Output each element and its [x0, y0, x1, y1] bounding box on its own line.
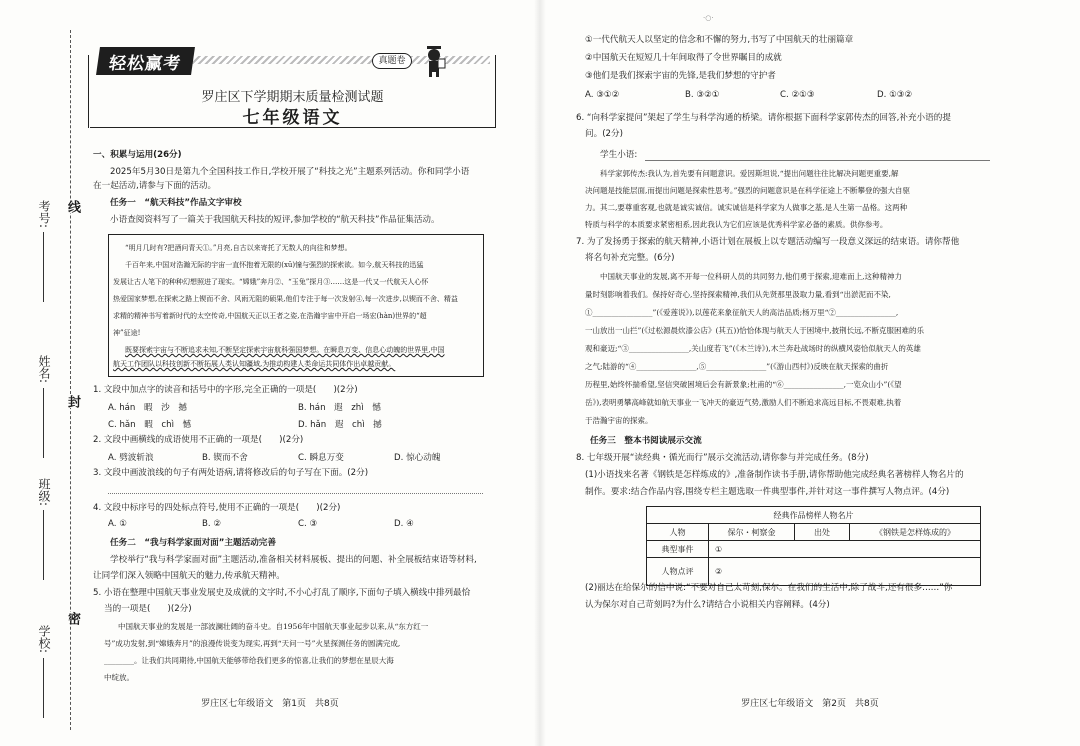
question-8-1: (1)小语找来名著《钢铁是怎样炼成的》,准备制作读书手册,请你帮助他完成经典名著榜样人物名片的: [585, 470, 964, 480]
brand-logo: 轻松赢考: [96, 47, 195, 75]
q7-passage-line: 量时刻影响着我们。保持好奇心,坚持探索精神,我们从先贤那里汲取力量,看到“出淤泥而不染,: [585, 290, 891, 299]
character-card: [646, 506, 981, 586]
page-footer: 罗庄区七年级语文 第1页 共8页: [201, 699, 339, 709]
school-label: 学校:: [37, 625, 51, 654]
q5-option-c[interactable]: C. ②①③: [780, 90, 815, 100]
question-3: 3. 文段中画波浪线的句子有两处语病,请将修改后的句子写在下面。(2分): [93, 468, 369, 478]
q5-passage-line: ________。让我们共同期待,中国航天能够带给我们更多的惊喜,让我们的梦想在星辰大海: [104, 656, 394, 665]
section-heading: 一、积累与运用(26分): [93, 150, 182, 160]
q5-option-b[interactable]: B. ③②①: [685, 90, 720, 100]
question-8-2: (2)丽达在给保尔的信中说:“不要对自己太苛刻,保尔。在我们的生活中,除了战斗,还有很多……”你: [585, 583, 953, 593]
right-page: [540, 0, 1080, 746]
question-7: 7. 为了发扬勇于探索的航天精神,小语计划在展板上以专题活动编写一段意义深远的结束语。请你帮他: [576, 237, 960, 247]
question-5: 5. 小语在整理中国航天事业发展史及成就的文字时,不小心打乱了顺序,下面句子填入横线中排列最恰: [93, 588, 471, 598]
header-rule: [90, 127, 495, 128]
exam-no-field[interactable]: [43, 232, 44, 302]
page-footer: 罗庄区七年级语文 第2页 共8页: [741, 699, 879, 709]
q4-option-a[interactable]: A. ①: [108, 519, 127, 529]
task-description: 让同学们深入领略中国航天的魅力,传承航天精神。: [93, 571, 285, 581]
question-2: 2. 文段中画横线的成语使用不正确的一项是( )(2分): [93, 435, 304, 445]
card-source-value: 《钢铁是怎样炼成的》: [849, 524, 980, 541]
scientist-answer-line: 决问题是技能层面,而提出问题是探索性思考。”强烈的问题意识是在科学征途上不断攀登的强大自驱: [585, 186, 910, 195]
school-field[interactable]: [43, 658, 44, 718]
card-title: 经典作品榜样人物名片: [647, 507, 981, 524]
seal-secret-mark: 密: [65, 612, 80, 625]
question-6: 6. “向科学家提问”架起了学生与科学沟通的桥梁。请你根据下面科学家郭传杰的回答,补充小语的提: [576, 113, 951, 123]
passage-line: 发展让古人笔下的种种幻想照进了现实。“嫦娥”奔月②、“玉兔”探月③……这是一代又一代航天人心怀: [113, 278, 429, 286]
q2-option-c[interactable]: C. 瞬息万变: [298, 453, 344, 463]
question-8-2: 认为保尔对自己苛刻吗?为什么?请结合小说相关内容阐释。(4分): [585, 600, 830, 610]
task-heading: 任务三 整本书阅读展示交流: [590, 436, 702, 446]
header-left-border: [88, 55, 89, 128]
scientist-answer-line: 力。其二,要尊重客观,也就是诚实诚信。诚实诚信是科学家为人做事之基,是人生第一品格。这两种: [585, 203, 908, 212]
q5-item: ③他们是我们探索宇宙的先锋,是我们梦想的守护者: [585, 71, 776, 81]
passage-line-wavy: 既要探索宇宙与不断追求未知,不断坚定探索宇宙航科强国梦想。在瞬息万变、信息心动魄的世界里,中国: [125, 346, 445, 354]
q5-passage-line: 号”成功发射,到“嫦娥奔月”的浪漫传说变为现实,再到“天问一号”火星探测任务的圆满完成,: [104, 639, 401, 648]
header-right-border: [495, 55, 496, 128]
task-description: 学校举行“我与科学家面对面”主题活动,准备相关材料展板、提出的问题、补全展板结束语等材料,: [110, 555, 477, 565]
passage-line: 热爱国家梦想,在探索之路上锲而不舍、风雨无阻的硕果,他们专注于每一次发射④,每一次进步,以锲而不舍、精益: [113, 295, 458, 303]
q7-passage-line: 之气;陆游的“④________________,⑤________________”(《游山西村》)反映在航天探索的曲折: [585, 362, 889, 371]
exam-title: 罗庄区下学期期末质量检测试题: [201, 90, 384, 105]
class-label: 班级:: [37, 478, 51, 507]
card-label-person: 人物: [647, 524, 709, 541]
exam-subject: 七年级语文: [242, 108, 343, 128]
passage-line-wavy: 航天工作团队以科技创新不断拓展人类认知疆域,为推动构建人类命运共同体作出卓越贡献。: [113, 360, 396, 368]
q2-option-a[interactable]: A. 劈波斩浪: [108, 453, 154, 463]
exam-no-label: 考号:: [37, 200, 51, 229]
scientist-answer-line: 特质与科学的本质要求紧密相系,因此我认为它们应该是优秀科学家必备的素质。供你参考。: [585, 220, 888, 229]
card-comment-field[interactable]: ②: [709, 558, 981, 586]
card-label-source: 出处: [794, 524, 849, 541]
q2-option-d[interactable]: D. 惊心动魄: [394, 453, 441, 463]
passage-line: 千百年来,中国对浩瀚无际的宇宙一直怀抱着无限的(xū)憧与强烈的探索欲。如今,航天科技的迅猛: [125, 261, 424, 269]
scientist-answer-line: 科学家郭传杰:我认为,首先要有问题意识。爱因斯坦说,“提出问题往往比解决问题更重要,解: [600, 169, 899, 178]
card-label-event: 典型事件: [647, 541, 709, 558]
q7-passage-line: 中国航天事业的发展,离不开每一位科研人员的共同努力,他们勇于探索,迎难而上,这种精神力: [600, 272, 903, 281]
intro-line: 2025年5月30日是第九个全国科技工作日,学校开展了“科技之光”主题系列活动。你和同学小语: [110, 167, 470, 177]
q1-option-b[interactable]: B. hán 遐 zhì 憾: [298, 403, 381, 413]
question-8-1: 制作。要求:结合作品内容,围绕专栏主题选取一件典型事件,并针对这一事件撰写人物点评。(4分): [585, 487, 950, 497]
q5-item: ②中国航天在短短几十年间取得了令世界瞩目的成就: [585, 53, 782, 63]
name-field[interactable]: [43, 388, 44, 458]
q7-passage-line: 于浩瀚宇宙的探索。: [585, 416, 653, 425]
q5-option-a[interactable]: A. ③①②: [585, 90, 620, 100]
card-label-comment: 人物点评: [647, 558, 709, 586]
q6-answer-line[interactable]: [645, 160, 990, 161]
q1-option-a[interactable]: A. hán 暇 沙 撼: [108, 403, 187, 413]
task-heading: 任务二 “我与科学家面对面”主题活动完善: [110, 538, 276, 548]
class-field[interactable]: [43, 510, 44, 580]
q4-option-c[interactable]: C. ③: [298, 519, 318, 529]
question-1: 1. 文段中加点字的读音和括号中的字形,完全正确的一项是( )(2分): [93, 385, 358, 395]
q4-option-d[interactable]: D. ④: [394, 519, 414, 529]
question-6: 问。(2分): [585, 129, 623, 139]
q7-passage-line: 一山放出一山拦”(《过松源晨炊漆公店》(其五))恰恰体现与航天人于困境中,披荆长远,不断克服困难的乐: [585, 326, 925, 335]
q5-passage-line: 中绽放。: [104, 673, 134, 682]
q3-answer-line[interactable]: [108, 493, 483, 494]
seal-seal-mark: 封: [65, 395, 80, 408]
card-event-field[interactable]: ①: [709, 541, 981, 558]
seal-line-mark: 线: [65, 200, 80, 213]
q5-item: ①一代代航天人以坚定的信念和不懈的努力,书写了中国航天的壮丽篇章: [585, 35, 854, 45]
question-8: 8. 七年级开展“读经典・循光而行”展示交流活动,请你参与并完成任务。(8分): [576, 453, 869, 463]
student-label: 学生小语:: [600, 150, 638, 160]
card-person-value: 保尔・柯察金: [709, 524, 795, 541]
question-7: 将名句补充完整。(6分): [585, 253, 675, 263]
mascot-icon: [422, 44, 446, 78]
question-4: 4. 文段中标序号的四处标点符号,使用不正确的一项是( )(2分): [93, 503, 341, 513]
q5-option-d[interactable]: D. ①③②: [877, 90, 913, 100]
passage-line: 求精的精神书写着新时代的太空传奇,中国航天正以王者之姿,在浩瀚宇宙中开启一场宏(hàn)世界的“超: [113, 312, 427, 320]
name-label: 姓名:: [37, 355, 51, 384]
q7-passage-line: 历程里,始终怀揣希望,坚信突破困境后会有新景象;杜甫的“⑥________________,一览众山小”(《望: [585, 380, 902, 389]
q7-passage-line: ①________________”(《爱莲说》),以莲花来象征航天人的高洁品质;杨万里“②________________,: [585, 308, 899, 317]
task-description: 小语查阅资料写了一篇关于我国航天科技的短评,参加学校的“航天科技”作品征集活动。: [110, 215, 440, 225]
q7-passage-line: 岳》),表明勇攀高峰就如航天事业一飞冲天的豪迈气势,激励人们不断追求高远目标,不畏艰难,执着: [585, 398, 902, 407]
exam-type-badge: 真题卷: [372, 53, 412, 69]
q5-passage-line: 中国航天事业的发展是一部波澜壮阔的奋斗史。自1956年中国航天事业起步以来,从“东方红一: [118, 622, 429, 631]
q1-option-d[interactable]: D. hǎn 遐 chì 撼: [298, 420, 382, 430]
task-heading: 任务一 “航天科技”作品文字审校: [110, 198, 242, 208]
q4-option-b[interactable]: B. ②: [202, 519, 222, 529]
top-mark: ·○·: [703, 14, 714, 22]
passage-line: 神”征途!: [113, 329, 141, 337]
question-5: 当的一项是( )(2分): [104, 604, 192, 614]
q2-option-b[interactable]: B. 锲而不舍: [202, 453, 248, 463]
q7-passage-line: 观和豪迈;“③________________,关山度若飞”(《木兰诗》),木兰奔赴战场时的纵横风姿恰似航天人的英雄: [585, 344, 921, 353]
passage-line: “明月几时有?把酒问青天①。”月亮,自古以来寄托了无数人的向往和梦想。: [125, 244, 352, 252]
q1-option-c[interactable]: C. hǎn 暇 chì 憾: [108, 420, 192, 430]
intro-line: 在一起活动,请参与下面的活动。: [93, 181, 217, 191]
binding-line: [70, 30, 71, 730]
